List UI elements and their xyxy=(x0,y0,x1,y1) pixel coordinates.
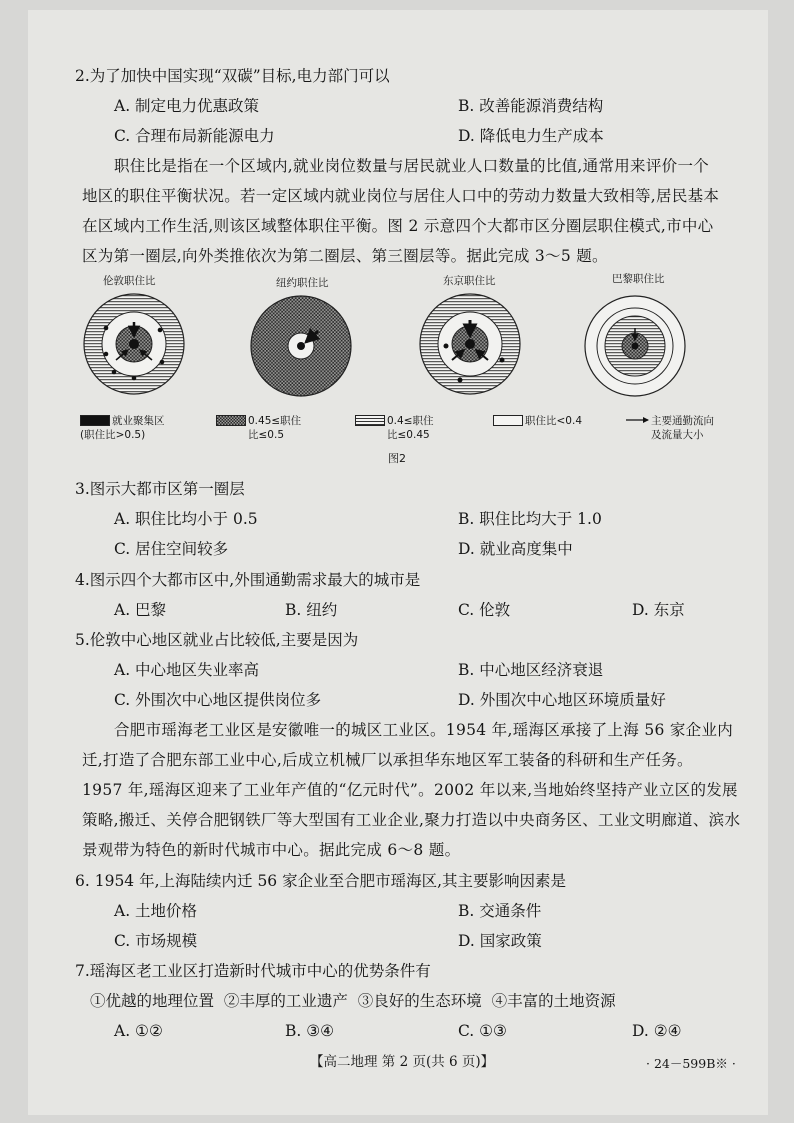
q2-option-c: C. 合理布局新能源电力 xyxy=(114,127,275,145)
q7-option-c: C. ①③ xyxy=(458,1022,507,1040)
legend-label: 主要通勤流向 xyxy=(651,415,714,427)
exam-page xyxy=(28,10,768,1115)
passage1-line: 职住比是指在一个区域内,就业岗位数量与居民就业人口数量的比值,通常用来评价一个 xyxy=(114,157,710,175)
city-title-newyork: 纽约职住比 xyxy=(276,277,329,289)
q5-option-a: A. 中心地区失业率高 xyxy=(114,661,260,679)
newyork-diagram xyxy=(251,296,351,396)
legend-label: 0.45≤职住 xyxy=(248,415,302,427)
ring-diagrams xyxy=(28,10,768,430)
q4-option-a: A. 巴黎 xyxy=(114,601,167,619)
legend-label: 0.4≤职住 xyxy=(387,415,434,427)
q4-option-d: D. 东京 xyxy=(632,601,685,619)
legend-label: 比≤0.45 xyxy=(387,429,430,441)
passage2-line: 合肥市瑶海老工业区是安徽唯一的城区工业区。1954 年,瑶海区承接了上海 56 家企业内 xyxy=(114,721,734,739)
legend-label: 职住比<0.4 xyxy=(525,415,582,427)
passage2-line: 策略,搬迁、关停合肥钢铁厂等大型国有工业企业,聚力打造以中央商务区、工业文明廊道、滨水 xyxy=(82,811,741,829)
paper-code: · 24－599B※ · xyxy=(646,1056,736,1071)
q4-option-c: C. 伦敦 xyxy=(458,601,511,619)
passage1-line: 在区域内工作生活,则该区域整体职住平衡。图 2 示意四个大都市区分圈层职住模式,市中心 xyxy=(82,217,714,235)
legend-swatch-hatch xyxy=(355,415,385,426)
legend-label: 比≤0.5 xyxy=(248,429,284,441)
q7-option-d: D. ②④ xyxy=(632,1022,682,1040)
q4-option-b: B. 纽约 xyxy=(285,601,338,619)
q3-stem: 3.图示大都市区第一圈层 xyxy=(75,480,245,498)
q4-stem: 4.图示四个大都市区中,外围通勤需求最大的城市是 xyxy=(75,571,421,589)
passage1-line: 区为第一圈层,向外类推依次为第二圈层、第三圈层等。据此完成 3～5 题。 xyxy=(82,247,608,265)
q7-option-b: B. ③④ xyxy=(285,1022,335,1040)
legend-swatch-black xyxy=(80,415,110,426)
passage1-line: 地区的职住平衡状况。若一定区域内就业岗位与居住人口中的劳动力数量大致相等,居民基本 xyxy=(82,187,720,205)
q2-stem: 2.为了加快中国实现“双碳”目标,电力部门可以 xyxy=(75,67,390,85)
legend-label: (职住比>0.5) xyxy=(80,429,146,441)
city-title-tokyo: 东京职住比 xyxy=(443,275,496,287)
q7-option-a: A. ①② xyxy=(114,1022,163,1040)
q6-option-a: A. 土地价格 xyxy=(114,902,198,920)
figure-caption: 图2 xyxy=(388,452,406,465)
q6-stem: 6. 1954 年,上海陆续内迁 56 家企业至合肥市瑶海区,其主要影响因素是 xyxy=(75,872,567,890)
q7-stem: 7.瑶海区老工业区打造新时代城市中心的优势条件有 xyxy=(75,962,431,980)
legend-swatch-white xyxy=(493,415,523,426)
tokyo-diagram xyxy=(420,294,520,394)
q5-option-d: D. 外围次中心地区环境质量好 xyxy=(458,691,666,709)
q5-option-c: C. 外围次中心地区提供岗位多 xyxy=(114,691,322,709)
page-footer: 【高二地理 第 2 页(共 6 页)】 xyxy=(310,1054,495,1070)
q6-option-b: B. 交通条件 xyxy=(458,902,542,920)
q7-statements: ①优越的地理位置 ②丰厚的工业遗产 ③良好的生态环境 ④丰富的土地资源 xyxy=(90,992,616,1010)
q5-option-b: B. 中心地区经济衰退 xyxy=(458,661,604,679)
q2-option-d: D. 降低电力生产成本 xyxy=(458,127,604,145)
q2-option-a: A. 制定电力优惠政策 xyxy=(114,97,260,115)
legend-label: 就业聚集区 xyxy=(112,415,165,427)
city-title-london: 伦敦职住比 xyxy=(103,275,156,287)
q3-option-a: A. 职住比均小于 0.5 xyxy=(114,510,258,528)
q3-option-b: B. 职住比均大于 1.0 xyxy=(458,510,602,528)
passage2-line: 迁,打造了合肥东部工业中心,后成立机械厂以承担华东地区军工装备的科研和生产任务。 xyxy=(82,751,693,769)
passage2-line: 1957 年,瑶海区迎来了工业年产值的“亿元时代”。2002 年以来,当地始终坚持产业立区的发展 xyxy=(82,781,738,799)
passage2-line: 景观带为特色的新时代城市中心。据此完成 6～8 题。 xyxy=(82,841,461,859)
q3-option-d: D. 就业高度集中 xyxy=(458,540,573,558)
legend-swatch-grid xyxy=(216,415,246,426)
q3-option-c: C. 居住空间较多 xyxy=(114,540,229,558)
legend-label: 及流量大小 xyxy=(651,429,704,441)
q6-option-c: C. 市场规模 xyxy=(114,932,198,950)
q5-stem: 5.伦敦中心地区就业占比较低,主要是因为 xyxy=(75,631,359,649)
city-title-paris: 巴黎职住比 xyxy=(612,273,665,285)
paris-diagram xyxy=(585,296,685,396)
london-diagram xyxy=(84,294,184,394)
q2-option-b: B. 改善能源消费结构 xyxy=(458,97,604,115)
q6-option-d: D. 国家政策 xyxy=(458,932,542,950)
